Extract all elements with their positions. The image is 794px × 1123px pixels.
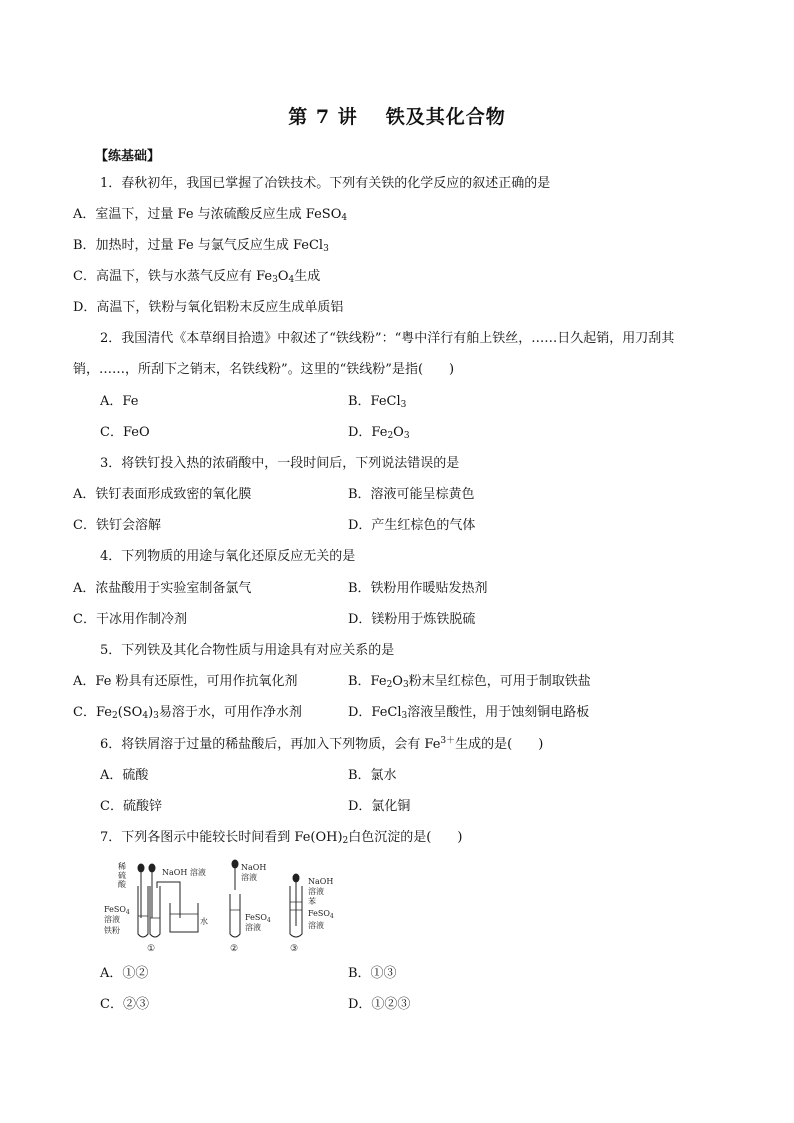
q1-c-pre: C．高温下，铁与水蒸气反应有 Fe	[73, 269, 273, 284]
q7-option-a[interactable]: A．①②	[100, 966, 149, 981]
q5-c-sub2: 4	[142, 711, 149, 721]
q6-option-d[interactable]: D．氯化铜	[348, 799, 411, 814]
solution-label-1: 溶液	[104, 915, 120, 924]
feso4-2-text: FeSO	[245, 913, 267, 922]
q2-option-c[interactable]: C．FeO	[100, 425, 150, 440]
naoh-label-1: NaOH 溶液	[162, 868, 206, 877]
dropper-bulb-2	[149, 864, 155, 872]
q5-option-d[interactable]	[348, 705, 589, 721]
naoh-label-2a: NaOH	[241, 863, 267, 872]
q5-c-post: 易溶于水，可用作净水剂	[158, 705, 302, 720]
feso4-1-sub: 4	[125, 909, 130, 916]
figure-label-2: ②	[230, 944, 239, 954]
q1-a-text: A．室温下，过量 Fe 与浓硫酸反应生成 FeSO	[73, 207, 342, 222]
section-heading: 【练基础】	[95, 149, 161, 164]
q1-stem: 1．春秋初年，我国已掌握了冶铁技术。下列有关铁的化学反应的叙述正确的是	[100, 176, 551, 191]
dropper-bulb-4	[293, 874, 299, 882]
q2-d-sub2: 3	[403, 431, 410, 441]
q5-b-post: 粉末呈红棕色，可用于制取铁盐	[408, 674, 591, 689]
q6-option-b[interactable]: B．氯水	[348, 768, 397, 783]
beaker	[170, 903, 198, 932]
q6-option-a[interactable]: A．硫酸	[100, 768, 149, 783]
q5-c-pre: C．Fe	[73, 705, 112, 720]
q1-b-text: B．加热时，过量 Fe 与氯气反应生成 FeCl	[73, 238, 324, 253]
figure-label-3: ③	[290, 944, 299, 954]
q1-c-post: 生成	[294, 269, 321, 284]
q2-b-text: B．FeCl	[348, 394, 401, 409]
test-tube-2	[230, 894, 240, 937]
feso4-label-3b: 溶液	[308, 921, 324, 930]
q7-stem-pre: 7．下列各图示中能较长时间看到 Fe(OH)	[100, 830, 343, 845]
q5-c-sub3: 3	[153, 711, 159, 721]
q1-option-a[interactable]	[73, 207, 347, 223]
q3-stem: 3．将铁钉投入热的浓硝酸中，一段时间后，下列说法错误的是	[100, 456, 460, 471]
naoh-label-3a: NaOH	[308, 877, 334, 886]
q4-option-c[interactable]: C．干冰用作制冷剂	[73, 612, 187, 627]
q3-option-b[interactable]: B．溶液可能呈棕黄色	[348, 487, 475, 502]
feso4-label-2b: 溶液	[245, 923, 261, 932]
q2-option-a[interactable]: A．Fe	[100, 394, 139, 409]
q1-c-mid: O	[277, 269, 289, 284]
q7-stem-post: 白色沉淀的是( )	[348, 830, 463, 845]
q2-stem-line2: 销，……，所刮下之销末，名铁线粉”。这里的“铁线粉”是指( )	[73, 362, 455, 377]
q7-option-b[interactable]: B．①③	[348, 966, 397, 981]
q5-b-sub2: 3	[402, 680, 409, 690]
q2-b-sub: 3	[400, 400, 407, 410]
lesson-topic: 铁及其化合物	[385, 106, 506, 128]
apparatus-2	[230, 860, 271, 954]
q4-option-d[interactable]: D．镁粉用于炼铁脱硫	[348, 612, 476, 627]
water-label: 水	[200, 917, 208, 926]
apparatus-figure	[100, 858, 345, 958]
q4-option-b[interactable]: B．铁粉用作暖贴发热剂	[348, 581, 488, 596]
feso4-label-3a	[308, 909, 334, 920]
q2-d-mid: O	[393, 425, 404, 440]
feso4-3-text: FeSO	[308, 909, 330, 918]
q5-b-pre: B．Fe	[348, 674, 387, 689]
q6-stem-pre: 6．将铁屑溶于过量的稀盐酸后，再加入下列物质，会有 Fe	[100, 737, 441, 752]
apparatus-3	[290, 874, 334, 954]
q1-a-sub: 4	[341, 213, 348, 223]
q2-d-pre: D．Fe	[348, 425, 388, 440]
q1-option-c[interactable]	[73, 269, 320, 285]
q1-c-sub1: 3	[272, 275, 278, 285]
q2-stem-line1: 2．我国清代《本草纲目拾遗》中叙述了“铁线粉”：“粤中洋行有舶上铁丝，……日久起销，用刀刮其	[100, 331, 675, 346]
lesson-number: 第 7 讲	[288, 106, 358, 128]
q7-option-d[interactable]: D．①②③	[348, 997, 411, 1012]
q1-option-d[interactable]: D．高温下，铁粉与氧化铝粉末反应生成单质铝	[73, 300, 344, 315]
q6-stem	[100, 737, 543, 753]
q5-d-pre: D．FeCl	[348, 705, 402, 720]
test-tube-left	[138, 886, 148, 937]
feso4-2-sub: 4	[266, 917, 271, 924]
q6-stem-sup: 3＋	[440, 736, 456, 746]
acid-label-3: 酸	[118, 880, 126, 889]
q3-option-a[interactable]: A．铁钉表面形成致密的氧化膜	[73, 487, 252, 502]
benzene-label: 苯	[308, 897, 316, 906]
q5-option-b[interactable]	[348, 674, 591, 690]
q2-option-b[interactable]	[348, 394, 406, 410]
dropper-bulb-3	[232, 860, 238, 868]
q5-d-post: 溶液呈酸性，用于蚀刻铜电路板	[407, 705, 590, 720]
feso4-3-sub: 4	[329, 913, 334, 920]
naoh-label-3b: 溶液	[308, 887, 324, 896]
q7-stem	[100, 830, 462, 846]
q5-stem: 5．下列铁及其化合物性质与用途具有对应关系的是	[100, 643, 395, 658]
q5-d-sub: 3	[401, 711, 408, 721]
iron-powder-label: 铁粉	[104, 926, 120, 935]
q2-option-d[interactable]	[348, 425, 410, 441]
apparatus-1	[104, 861, 208, 954]
q5-b-sub1: 2	[386, 680, 393, 690]
q5-c-mid: (SO	[117, 705, 143, 720]
q1-b-sub: 3	[323, 244, 329, 254]
q4-stem: 4．下列物质的用途与氧化还原反应无关的是	[100, 549, 356, 564]
q5-c-sub1: 2	[111, 711, 118, 721]
q4-option-a[interactable]: A．浓盐酸用于实验室制备氯气	[73, 581, 252, 596]
q2-d-sub1: 2	[387, 431, 394, 441]
q6-option-c[interactable]: C．硫酸锌	[100, 799, 162, 814]
acid-label-1: 稀	[118, 862, 126, 871]
q6-stem-post: 生成的是( )	[455, 737, 544, 752]
feso4-1-text: FeSO	[104, 905, 126, 914]
q1-c-sub2: 4	[288, 275, 295, 285]
figure-label-1: ①	[147, 944, 156, 954]
naoh-label-2b: 溶液	[241, 873, 257, 882]
q3-option-d[interactable]: D．产生红棕色的气体	[348, 518, 476, 533]
q3-option-c[interactable]: C．铁钉会溶解	[73, 518, 161, 533]
q7-option-c[interactable]: C．②③	[100, 997, 149, 1012]
q7-stem-sub: 2	[342, 836, 349, 846]
q1-option-b[interactable]	[73, 238, 329, 254]
q5-b-mid: O	[392, 674, 403, 689]
acid-label-2: 硫	[118, 871, 126, 880]
q5-option-a[interactable]: A．Fe 粉具有还原性，可用作抗氧化剂	[73, 674, 298, 689]
q5-c-mid2: )	[148, 705, 154, 720]
page-title	[0, 102, 794, 129]
q5-option-c[interactable]	[73, 705, 302, 721]
dropper-bulb-1	[138, 864, 144, 872]
